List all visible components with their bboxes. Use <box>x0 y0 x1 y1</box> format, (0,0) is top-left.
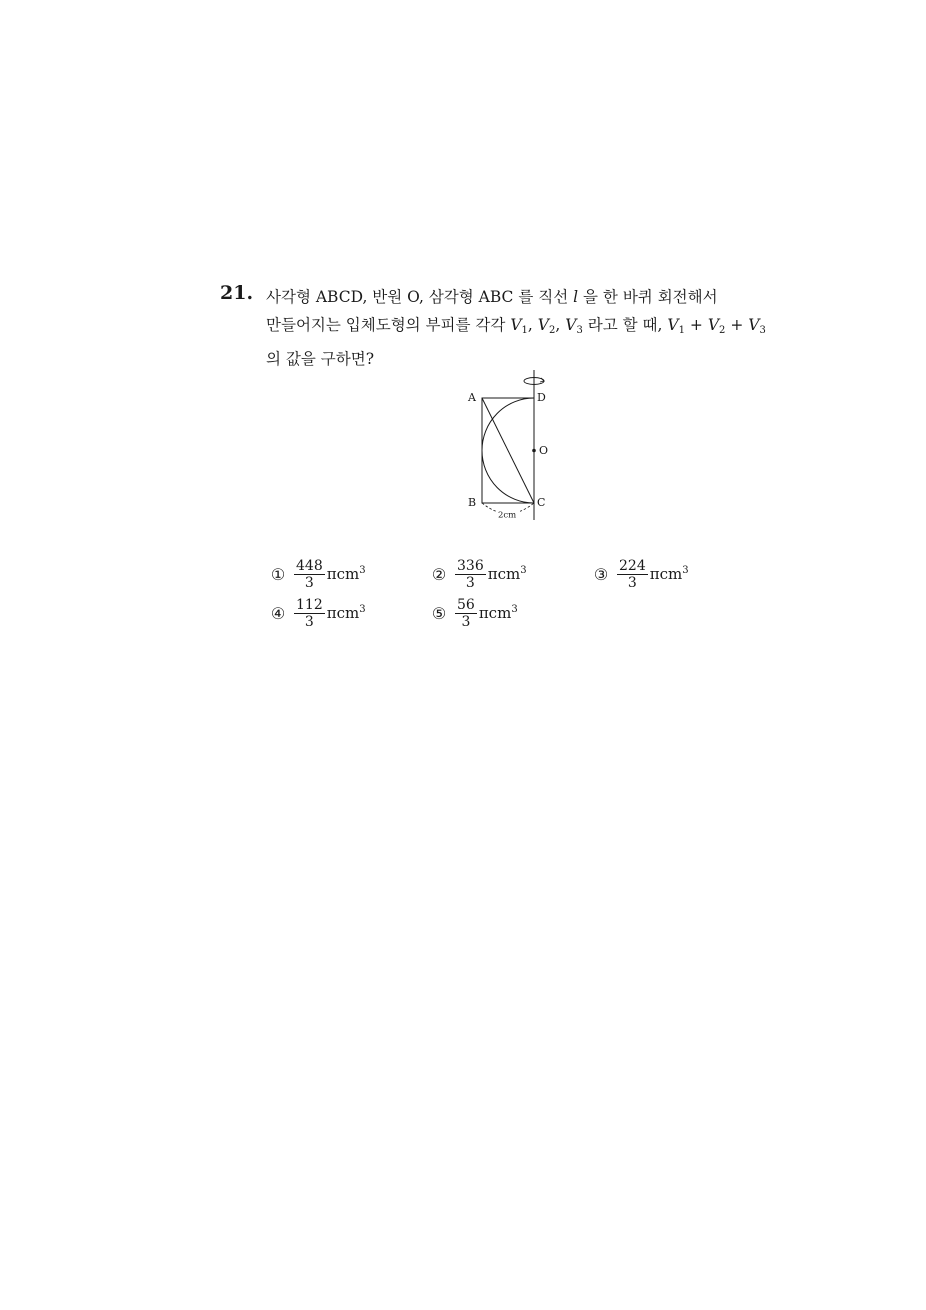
numerator: 56 <box>457 596 475 613</box>
v-sub: 3 <box>759 325 766 336</box>
denominator: 3 <box>461 613 471 630</box>
choice-3[interactable] <box>593 554 689 594</box>
unit-text: πcm <box>326 604 360 622</box>
center-point-o <box>532 449 536 453</box>
unit <box>479 604 518 622</box>
geometry-figure <box>455 370 565 525</box>
choice-4[interactable] <box>270 593 366 633</box>
question-text <box>266 283 766 373</box>
v-symbol: V <box>537 316 549 334</box>
choice-marker: ③ <box>593 564 609 584</box>
unit-text: πcm <box>649 565 683 583</box>
choice-marker: ⑤ <box>431 603 447 623</box>
choice-5[interactable] <box>431 593 518 633</box>
label-b: B <box>468 496 477 509</box>
diagonal-ac <box>482 398 534 503</box>
label-o: O <box>539 444 549 457</box>
denominator: 3 <box>304 613 314 630</box>
comma: , <box>555 316 561 334</box>
fraction <box>455 597 477 630</box>
numerator: 224 <box>619 557 646 574</box>
choice-2[interactable] <box>431 554 527 594</box>
unit-exponent: 3 <box>359 604 366 615</box>
unit-exponent: 3 <box>359 565 366 576</box>
v-symbol: V <box>667 316 679 334</box>
plus-sign: + <box>730 316 744 334</box>
numerator: 112 <box>296 596 323 613</box>
v-sub: 2 <box>719 325 726 336</box>
choice-1[interactable] <box>270 554 366 594</box>
line-variable: l <box>573 288 579 306</box>
question-line-3: 의 값을 구하면? <box>266 350 375 368</box>
plus-sign: + <box>689 316 703 334</box>
unit <box>327 565 366 583</box>
unit-text: πcm <box>326 565 360 583</box>
v-sub: 1 <box>678 325 685 336</box>
fraction <box>294 597 325 630</box>
numerator: 448 <box>296 557 323 574</box>
unit-exponent: 3 <box>520 565 527 576</box>
unit-exponent: 3 <box>511 604 518 615</box>
fraction <box>455 558 486 591</box>
choice-marker: ④ <box>270 603 286 623</box>
unit <box>327 604 366 622</box>
line1-text: 사각형 ABCD, 반원 O, 삼각형 ABC 를 직선 <box>266 288 569 306</box>
question-number: 21. <box>220 282 254 304</box>
choice-marker: ② <box>431 564 447 584</box>
fraction <box>617 558 648 591</box>
denominator: 3 <box>304 574 314 591</box>
label-d: D <box>537 391 546 404</box>
denominator: 3 <box>627 574 637 591</box>
numerator: 336 <box>457 557 484 574</box>
v-symbol: V <box>748 316 760 334</box>
label-a: A <box>468 391 476 404</box>
v-sub: 2 <box>548 325 556 336</box>
fraction <box>294 558 325 591</box>
question-line-2 <box>266 311 766 345</box>
unit <box>650 565 689 583</box>
dimension-label: 2cm <box>498 510 517 521</box>
line2-start: 만들어지는 입체도형의 부피를 각각 <box>266 316 506 334</box>
question-line-1 <box>266 283 766 311</box>
label-c: C <box>537 496 546 509</box>
v-symbol: V <box>707 316 720 334</box>
comma: , <box>527 316 533 334</box>
unit <box>488 565 527 583</box>
v-sub: 3 <box>576 325 583 336</box>
unit-text: πcm <box>487 565 521 583</box>
v-symbol: V <box>510 316 522 334</box>
unit-exponent: 3 <box>682 565 689 576</box>
denominator: 3 <box>465 574 475 591</box>
line1-end: 을 한 바퀴 회전해서 <box>583 288 718 306</box>
v-sub: 1 <box>521 325 528 336</box>
v-symbol: V <box>565 316 577 334</box>
choice-marker: ① <box>270 564 286 584</box>
unit-text: πcm <box>478 604 512 622</box>
line2-mid: 라고 할 때, <box>587 316 663 334</box>
